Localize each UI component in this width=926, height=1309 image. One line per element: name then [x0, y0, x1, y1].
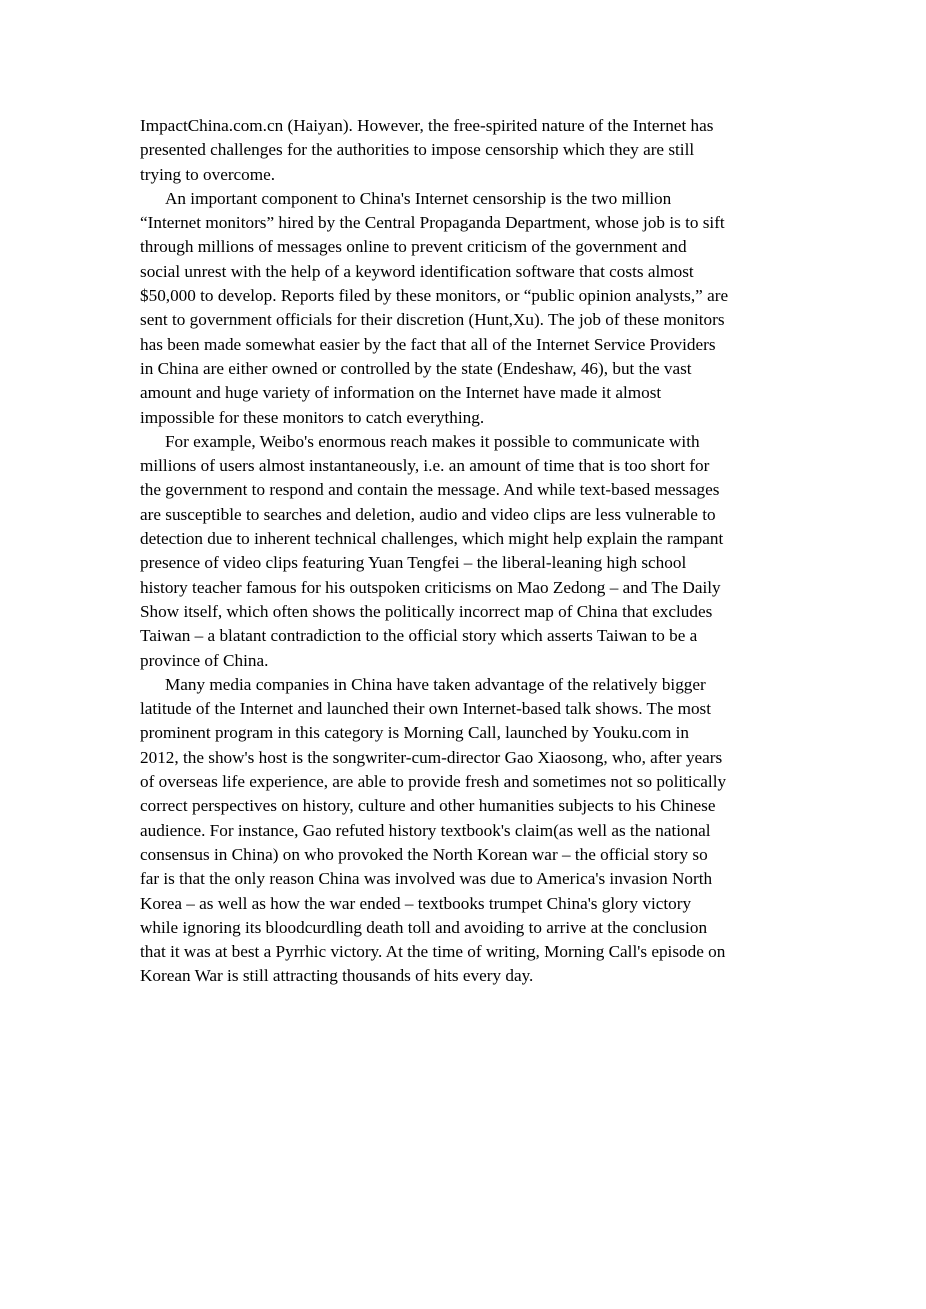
body-text [140, 114, 782, 989]
paragraph-internet-monitors: An important component to China's Internet censorship is the two million “Internet monitors” hired by the Central Propaganda Department, whose job is to sift through millions of messages online to prevent criticism of the government and social unrest with the help of a keyword identification software that costs almost $50,000 to develop. Reports filed by these monitors, or “public opinion analysts,” are sent to government officials for their discretion (Hunt,Xu). The job of these monitors has been made somewhat easier by the fact that all of the Internet Service Providers in China are either owned or controlled by the state (Endeshaw, 46), but the vast amount and huge variety of information on the Internet have made it almost impossible for these monitors to catch everything. [140, 188, 729, 427]
paragraph-continuation: ImpactChina.com.cn (Haiyan). However, the free-spirited nature of the Internet has presented challenges for the authorities to impose censorship which they are still trying to overcome. [140, 116, 714, 184]
paragraph-talk-shows: Many media companies in China have taken advantage of the relatively bigger latitude of the Internet and launched their own Internet-based talk shows. The most prominent program in this category is Morning Call, launched by Youku.com in 2012, the show's host is the songwriter-cum-director Gao Xiaosong, who, after years of overseas life experience, are able to provide fresh and sometimes not so politically correct perspectives on history, culture and other humanities subjects to his Chinese audience. For instance, Gao refuted history textbook's claim(as well as the national consensus in China) on who provoked the North Korean war – the official story so far is that the only reason China was involved was due to America's invasion North Korea – as well as how the war ended – textbooks trumpet China's glory victory while ignoring its bloodcurdling death toll and avoiding to arrive at the conclusion that it was at best a Pyrrhic victory. At the time of writing, Morning Call's episode on Korean War is still attracting thousands of hits every day. [140, 674, 727, 986]
paragraph-weibo-example: For example, Weibo's enormous reach makes it possible to communicate with millions of users almost instantaneously, i.e. an amount of time that is too short for the government to respond and contain the message. And while text-based messages are susceptible to searches and deletion, audio and video clips are less vulnerable to detection due to inherent technical challenges, which might help explain the rampant presence of video clips featuring Yuan Tengfei – the liberal-leaning high school history teacher famous for his outspoken criticisms on Mao Zedong – and The Daily Show itself, which often shows the politically incorrect map of China that excludes Taiwan – a blatant contradiction to the official story which asserts Taiwan to be a province of China. [140, 431, 724, 670]
